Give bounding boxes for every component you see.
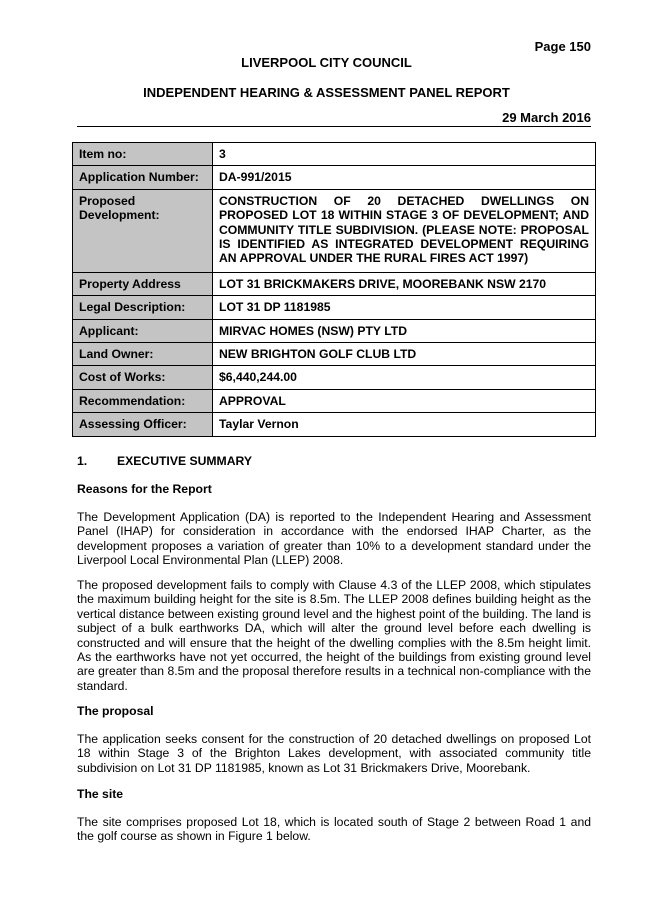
row-label: Application Number: [73, 166, 213, 189]
reasons-paragraph-2: The proposed development fails to comply with Clause 4.3 of the LLEP 2008, which stipulates the maximum building height for the site is 8.5m. The LLEP 2008 defines building height as the vertical distance between existing ground level and the highest point of the building. The land is subject of a bulk earthworks DA, which will alter the ground level before each dwelling is constructed and will ensure that the height of the dwelling complies with the 8.5m height limit. As the earthworks have not yet occurred, the height of the buildings from existing ground level are greater than 8.5m and the proposal therefore results in a technical non-compliance with the standard. [77, 578, 591, 693]
row-value: DA-991/2015 [213, 166, 596, 189]
row-label: Land Owner: [73, 343, 213, 366]
row-value: LOT 31 DP 1181985 [213, 296, 596, 319]
row-label: Cost of Works: [73, 366, 213, 389]
proposal-heading: The proposal [77, 704, 154, 718]
table-row [73, 296, 596, 319]
row-label: Legal Description: [73, 296, 213, 319]
table-row [73, 319, 596, 342]
row-value: $6,440,244.00 [213, 366, 596, 389]
table-row [73, 272, 596, 295]
report-date: 29 March 2016 [502, 110, 591, 125]
row-value: LOT 31 BRICKMAKERS DRIVE, MOOREBANK NSW 2170 [213, 272, 596, 295]
table-row [73, 143, 596, 166]
section-heading [77, 454, 591, 468]
row-value: 3 [213, 143, 596, 166]
table-row [73, 166, 596, 189]
council-name: LIVERPOOL CITY COUNCIL [241, 55, 412, 70]
site-heading: The site [77, 787, 124, 801]
reasons-heading: Reasons for the Report [77, 482, 212, 496]
row-value: MIRVAC HOMES (NSW) PTY LTD [213, 319, 596, 342]
site-paragraph: The site comprises proposed Lot 18, which is located south of Stage 2 between Road 1 and the golf course as shown in Figure 1 below. [77, 815, 591, 844]
page-number: Page 150 [534, 39, 591, 54]
row-value: Taylar Vernon [213, 413, 596, 436]
row-label: Property Address [73, 272, 213, 295]
reasons-paragraph-1: The Development Application (DA) is reported to the Independent Hearing and Assessment Panel (IHAP) for consideration in accordance with the endorsed IHAP Charter, as the development proposes a variation of greater than 10% to a development standard under the Liverpool Local Environmental Plan (LLEP) 2008. [77, 510, 591, 568]
table-row [73, 413, 596, 436]
table-row [73, 389, 596, 412]
proposal-paragraph: The application seeks consent for the construction of 20 detached dwellings on proposed Lot 18 within Stage 3 of the Brighton Lakes development, with associated community title subdivision on Lot 31 DP 1181985, known as Lot 31 Brickmakers Drive, Moorebank. [77, 732, 591, 775]
row-label: Proposed Development: [73, 189, 213, 272]
row-label: Applicant: [73, 319, 213, 342]
row-label: Item no: [73, 143, 213, 166]
section-number: 1. [77, 454, 88, 468]
header-rule [77, 126, 591, 127]
table-row [73, 366, 596, 389]
row-label: Recommendation: [73, 389, 213, 412]
section-title: EXECUTIVE SUMMARY [117, 454, 252, 468]
row-value: CONSTRUCTION OF 20 DETACHED DWELLINGS ON PROPOSED LOT 18 WITHIN STAGE 3 OF DEVELOPMENT; AND COMMUNITY TITLE SUBDIVISION. (PLEASE NOTE: PROPOSAL IS IDENTIFIED AS INTEGRATED DEVELOPMENT REQUIRING AN APPROVAL UNDER THE RURAL FIRES ACT 1997) [213, 189, 596, 272]
report-title: INDEPENDENT HEARING & ASSESSMENT PANEL REPORT [143, 85, 510, 100]
application-details-table [72, 142, 596, 437]
table-row [73, 343, 596, 366]
table-row [73, 189, 596, 272]
row-value: NEW BRIGHTON GOLF CLUB LTD [213, 343, 596, 366]
row-value: APPROVAL [213, 389, 596, 412]
row-label: Assessing Officer: [73, 413, 213, 436]
